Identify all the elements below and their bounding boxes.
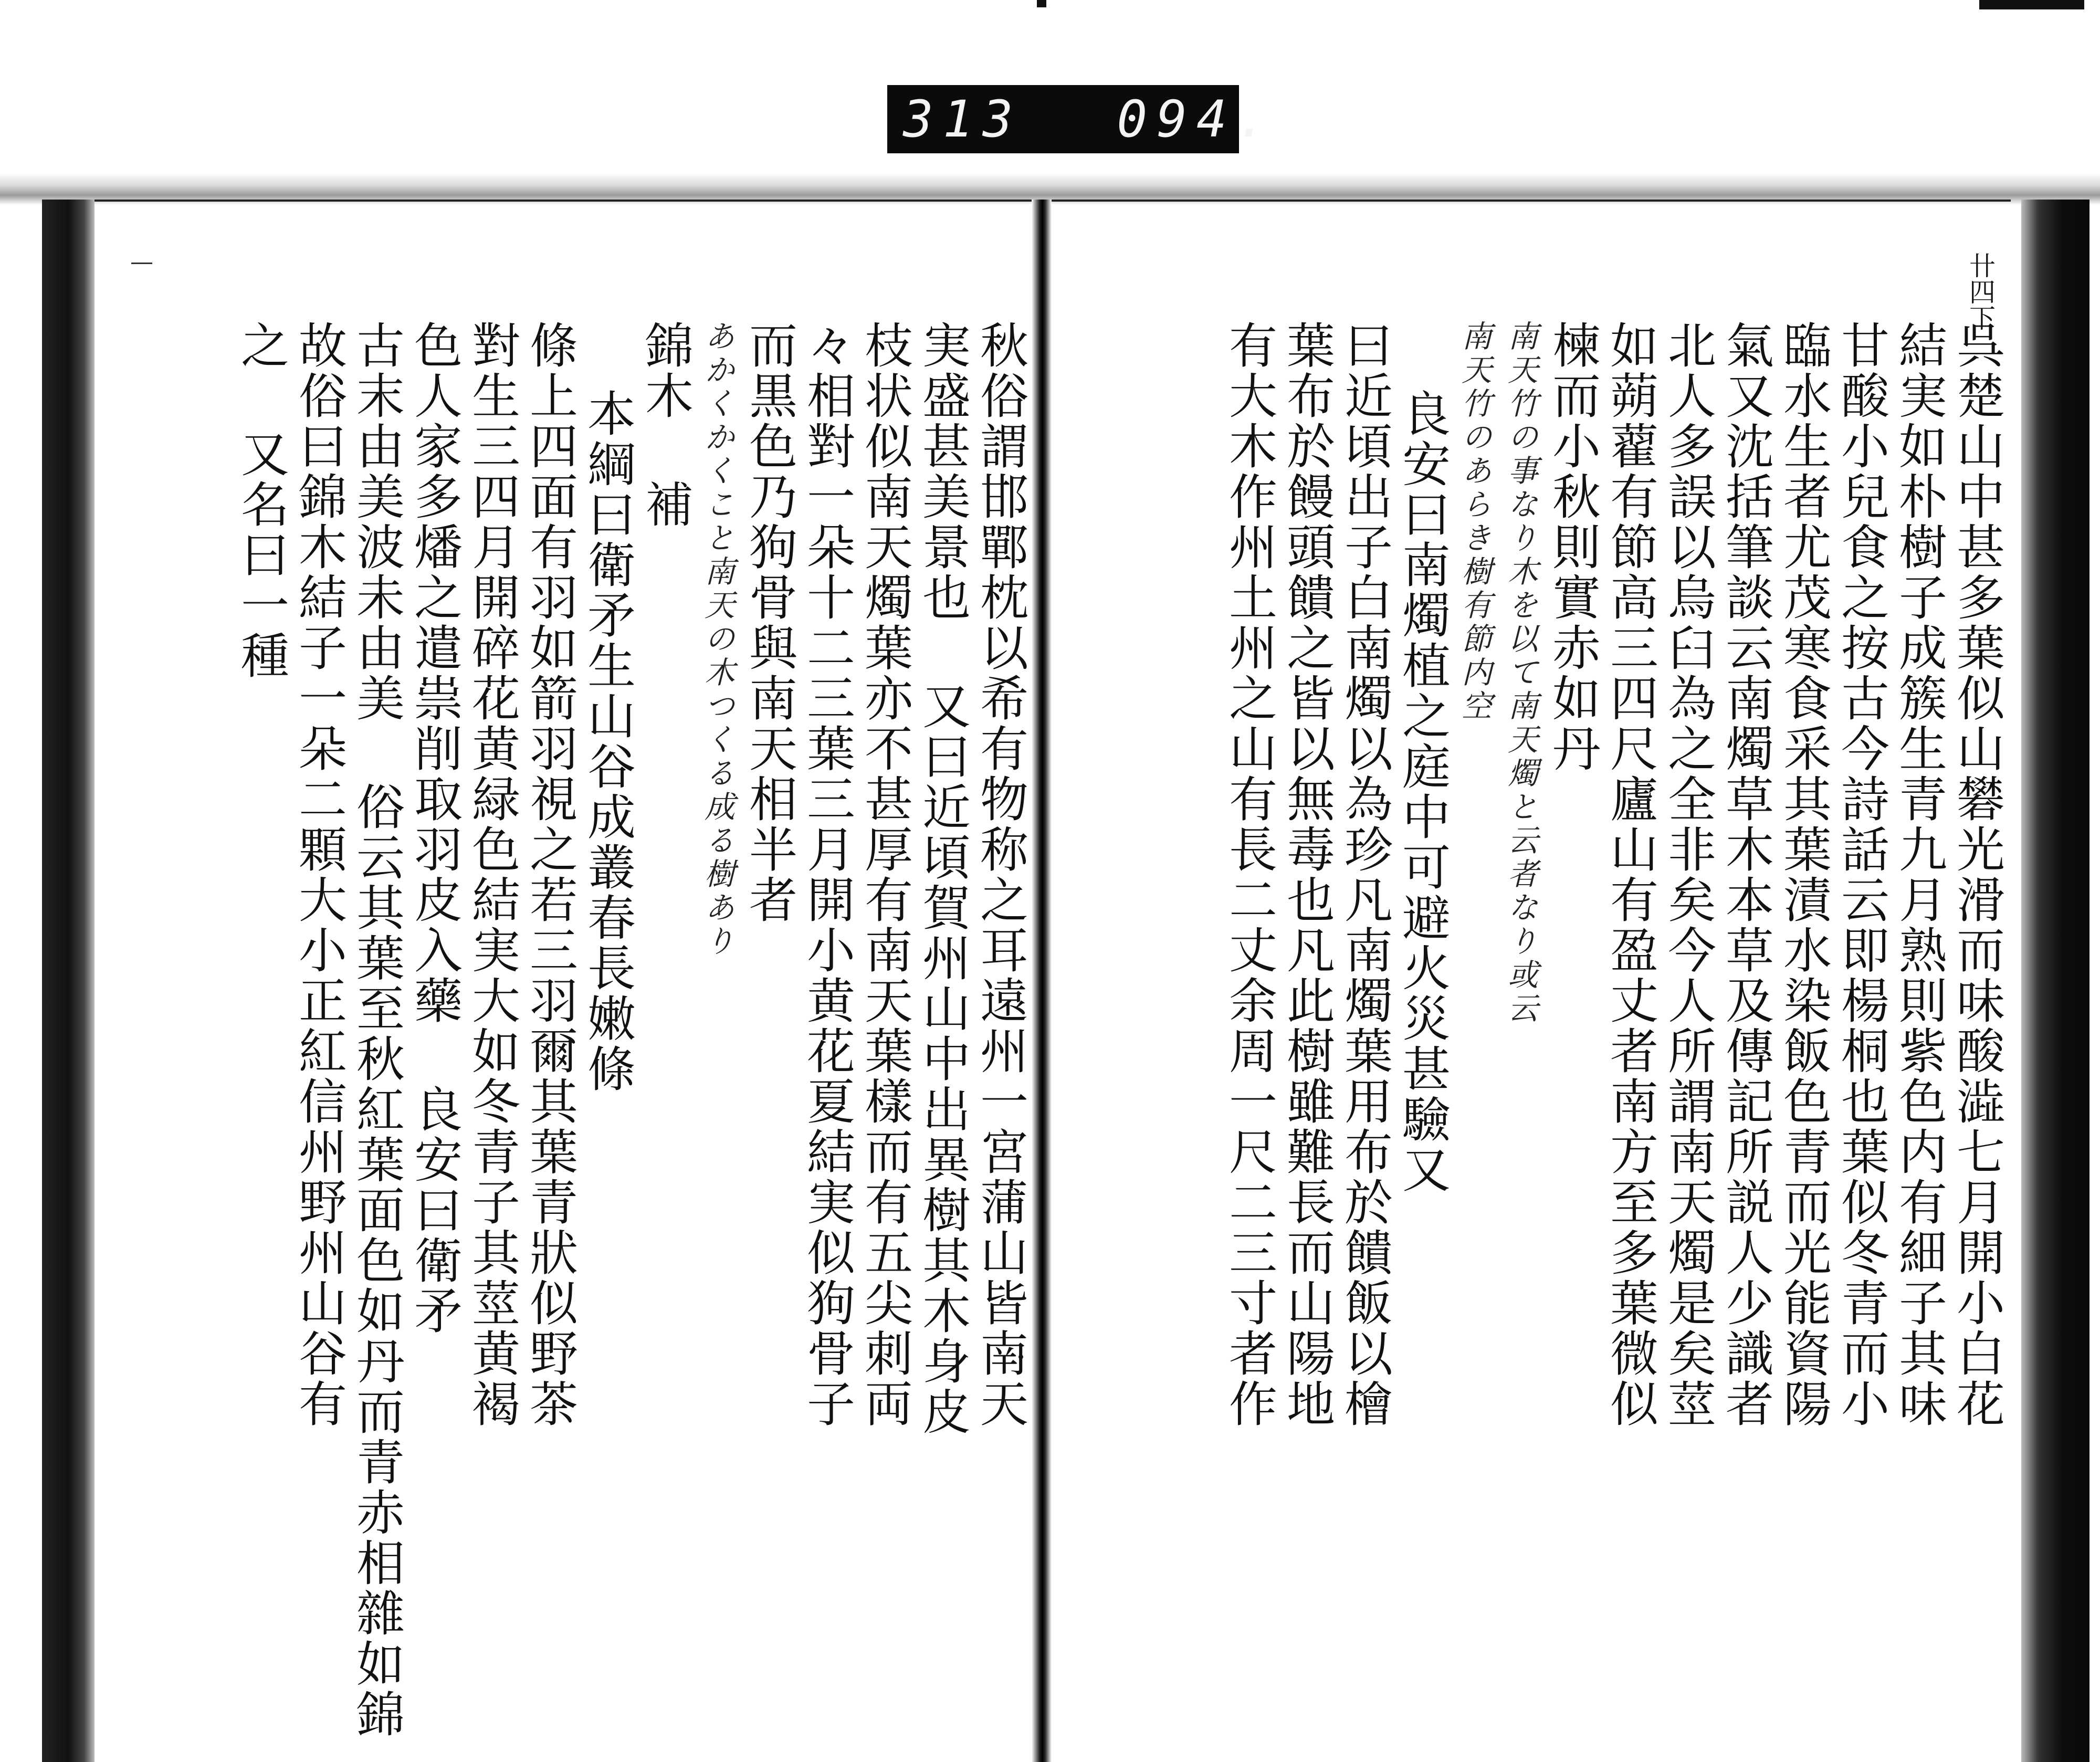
book-gutter [1032,200,1052,1762]
text-column: 有大木作州土州之山有長二丈余周一尺二三寸者作 [1221,320,1277,1429]
text-column: 色人家多燔之遣祟削取羽皮入藥 良安曰衛矛 [406,320,463,1336]
handwritten-note: 南天竹のあらき樹有節内空 [1456,320,1492,723]
frame-label-right: 094. [1117,90,1276,149]
frame-tick-right [1979,0,2084,9]
text-column: 秋俗謂邯鄲枕以希有物称之耳遠州一宮蒲山皆南天 [972,320,1028,1429]
text-column: 而黒色乃狗骨與南天相半者 [741,320,797,925]
text-column: 臨水生者尤茂寒食采其葉漬水染飯色青而光能資陽 [1776,320,1832,1429]
microfilm-frame-label [887,85,1276,153]
text-column: 葉布於饅頭饋之皆以無毒也凡此樹雖難長而山陽地 [1279,320,1335,1429]
text-column: 古末由美波未由美 俗云其葉至秋紅葉面色如丹而青赤相雜如錦 [349,320,405,1739]
text-column: 々相對一朵十二三葉三月開小黄花夏結実似狗骨子 [799,320,855,1429]
text-column: 曰近頃出子白南燭以為珍凡南燭葉用布於饋飯以檜 [1337,320,1393,1429]
page-number: 卄四下 [1965,252,1996,331]
text-column: 如蒴藋有節高三四尺廬山有盈丈者南方至多葉微似 [1602,320,1658,1429]
handwritten-note: あかくかくこと南天の木つくる成る樹あり [699,320,735,959]
text-column: 結実如朴樹子成簇生青九月熟則紫色内有細子其味 [1891,320,1947,1429]
text-column: 氣又沈括筆談云南燭草木本草及傳記所説人少識者 [1718,320,1774,1429]
entry-heading: 錦木 補 [637,320,694,530]
frame-label-left: 313 [903,90,1023,149]
text-column: 北人多誤以烏臼為之全非矣今人所謂南天燭是矣莖 [1660,320,1716,1429]
text-column: 枝状似南天燭葉亦不甚厚有南天葉樣而有五尖刺両 [857,320,913,1429]
text-column: 本綱曰衛矛生山谷成叢春長嫩條 [580,389,636,1094]
text-column: 良安曰南燭植之庭中可避火災甚驗又 [1394,389,1451,1195]
text-column: 呉楚山中甚多葉似山礬光滑而味酸澁七月開小白花 [1949,320,2005,1429]
book-right-edge [2021,200,2090,1762]
text-column: 実盛甚美景也 又曰近頃賀州山中出異樹其木身皮 [915,320,971,1437]
handwritten-note: 南天竹の事なり木を以て南天燭と云者なり或云 [1503,320,1538,1026]
book-spread [42,200,2100,1762]
frame-tick-left [1037,0,1046,7]
page-top-border [94,200,2011,202]
text-column: 楝而小秋則實赤如丹 [1545,320,1601,774]
text-column: 條上四面有羽如箭羽視之若三羽爾其葉青狀似野茶 [522,320,578,1429]
left-page-text [194,320,1029,1738]
text-column: 對生三四月開碎花黄緑色結実大如冬青子其莖黄褐 [464,320,520,1429]
right-page-text [1087,320,2006,1738]
text-column: 故俗曰錦木結子一朵二顆大小正紅信州野州山谷有 [291,320,347,1429]
text-column: 之 又名曰一種 [233,320,289,681]
text-column: 甘酸小兒食之按古今詩話云即楊桐也葉似冬青而小 [1833,320,1889,1429]
book-left-edge [42,200,94,1762]
edge-mark [131,263,152,264]
